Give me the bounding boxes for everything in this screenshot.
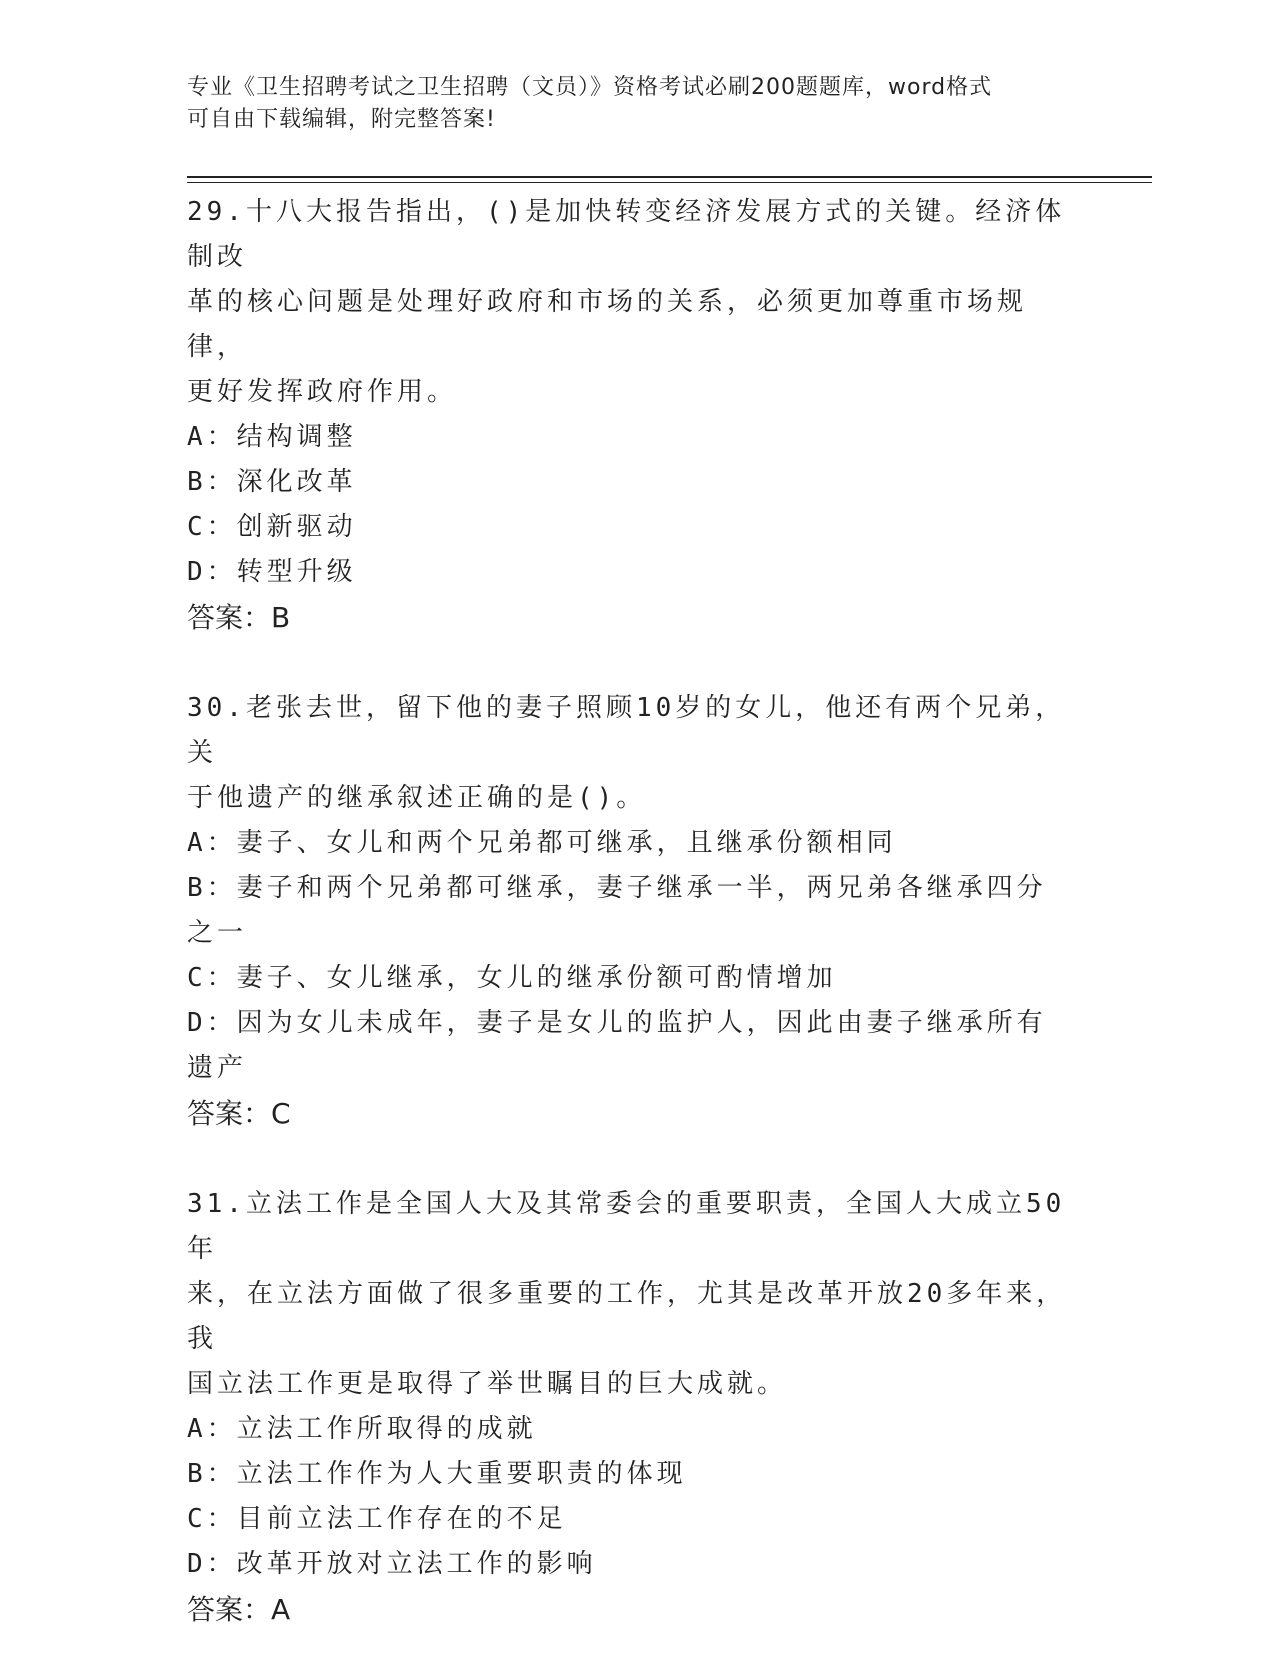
header-line-1: 专业《卫生招聘考试之卫生招聘（文员）》资格考试必刷200题题库，word格式	[187, 75, 993, 100]
question-stem-line: 于他遗产的继承叙述正确的是()。	[187, 783, 647, 813]
question-stem-line: 更好发挥政府作用。	[187, 377, 458, 407]
option-a: A：立法工作所取得的成就	[187, 1414, 537, 1444]
option-c: C：目前立法工作存在的不足	[187, 1504, 567, 1534]
option-c: C：创新驱动	[187, 512, 357, 542]
question-stem-line: 29.十八大报告指出，()是加快转变经济发展方式的关键。经济体制改	[187, 197, 1066, 272]
option-b: B：深化改革	[187, 467, 357, 497]
question-stem-line: 革的核心问题是处理好政府和市场的关系，必须更加尊重市场规律，	[187, 287, 1028, 362]
option-b: B：立法工作作为人大重要职责的体现	[187, 1459, 687, 1489]
answer: 答案：C	[187, 1097, 291, 1130]
option-a: A：妻子、女儿和两个兄弟都可继承，且继承份额相同	[187, 828, 897, 858]
question-list	[187, 190, 1067, 1678]
option-a: A：结构调整	[187, 422, 357, 452]
question-30	[187, 686, 1067, 1136]
option-d: D：转型升级	[187, 557, 357, 587]
option-b: B：妻子和两个兄弟都可继承，妻子继承一半，两兄弟各继承四分之一	[187, 873, 1047, 948]
question-stem-line: 30.老张去世，留下他的妻子照顾10岁的女儿，他还有两个兄弟，关	[187, 693, 1066, 768]
answer: 答案：B	[187, 601, 291, 634]
header-divider-thick	[187, 176, 1152, 178]
header-line-2: 可自由下载编辑，附完整答案!	[187, 107, 496, 132]
answer: 答案：A	[187, 1593, 291, 1626]
document-header	[187, 72, 1067, 136]
question-stem-line: 国立法工作更是取得了举世瞩目的巨大成就。	[187, 1369, 788, 1399]
question-31	[187, 1182, 1067, 1632]
option-d: D：改革开放对立法工作的影响	[187, 1549, 597, 1579]
header-divider-thin	[187, 182, 1152, 183]
question-stem-line: 31.立法工作是全国人大及其常委会的重要职责，全国人大成立50年	[187, 1189, 1066, 1264]
option-c: C：妻子、女儿继承，女儿的继承份额可酌情增加	[187, 963, 837, 993]
question-29	[187, 190, 1067, 640]
question-stem-line: 来，在立法方面做了很多重要的工作，尤其是改革开放20多年来，我	[187, 1279, 1067, 1354]
option-d: D：因为女儿未成年，妻子是女儿的监护人，因此由妻子继承所有遗产	[187, 1008, 1047, 1083]
